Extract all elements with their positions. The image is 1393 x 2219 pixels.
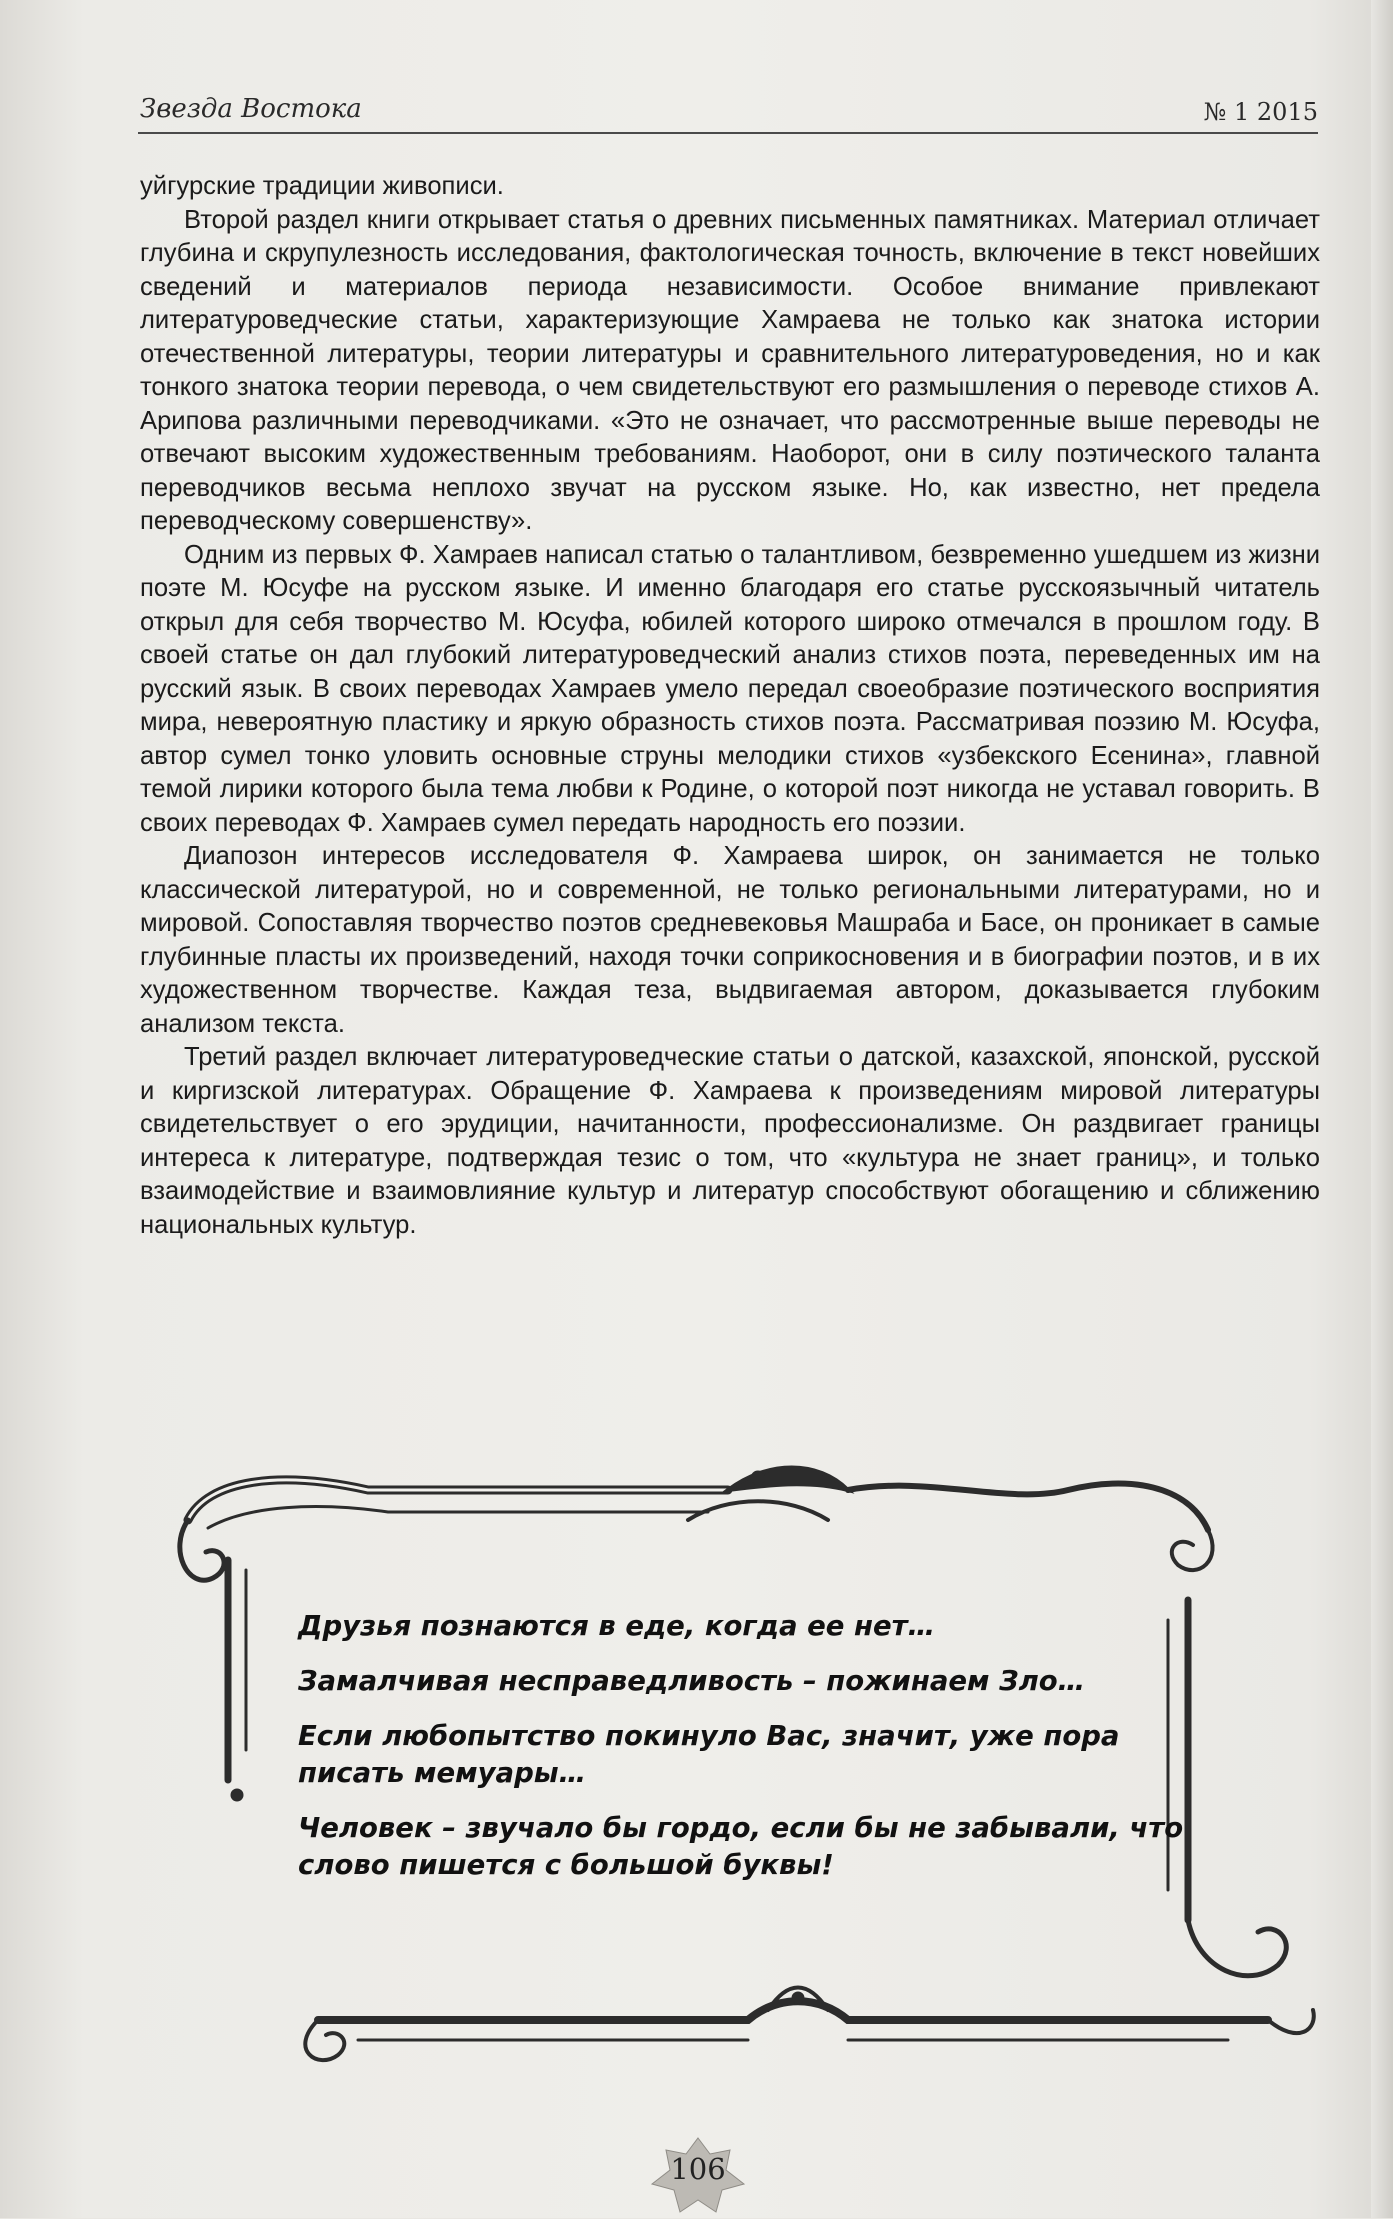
aphorism: Друзья познаются в еде, когда ее нет… [298, 1610, 936, 1642]
paragraph: Второй раздел книги открывает статья о древних письменных памятниках. Материал отличает глубина и скрупулезность исследования, фактологическая точность, включение в текст новейших сведений и материалов периода независимости. Особое внимание привлекают литературоведческие статьи, характеризующие Хамраева не только как знатока истории отечественной литературы, теории литературы и сравнительного литературоведения, но и как тонкого знатока теории перевода, о чем свидетельствуют его размышления о переводе стихов А. Арипова различными переводчиками. «Это не означает, что рассмотренные выше переводы не отвечают высоким художественным требованиям. Наоборот, они в силу поэтического таланта переводчиков весьма неплохо звучат на русском языке. Но, как известно, нет предела переводческому совершенству». [140, 205, 1320, 535]
article-body [140, 170, 1320, 1242]
paragraph: Одним из первых Ф. Хамраев написал статью о талантливом, безвременно ушедшем из жизни поэте М. Юсуфе на русском языке. И именно благодаря его статье русскоязычный читатель открыл для себя творчество М. Юсуфа, юбилей которого широко отмечался в прошлом году. В своей статье он дал глубокий литературоведческий анализ стихов поэта, переведенных им на русский язык. В своих переводах Хамраев умело передал своеобразие поэтического восприятия мира, невероятную пластику и яркую образность стихов поэта. Рассматривая поэзию М. Юсуфа, автор сумел тонко уловить основные струны мелодики стихов «узбекского Есенина», главной темой лирики которого была тема любви к Родине, о которой поэт никогда не уставал говорить. В своих переводах Ф. Хамраев сумел передать народность его поэзии. [140, 540, 1320, 837]
page-number-badge [650, 2136, 746, 2214]
page-number: 106 [670, 2152, 726, 2186]
aphorism: Человек – звучало бы гордо, если бы не забывали, что слово пишется с большой буквы! [298, 1812, 1184, 1881]
journal-title: Звезда Востока [140, 94, 362, 124]
aphorism: Если любопытство покинуло Вас, значит, уже пора писать мемуары… [298, 1720, 1120, 1789]
running-header [138, 94, 1318, 134]
paragraph: Третий раздел включает литературоведческие статьи о датской, казахской, японской, русской и киргизской литературах. Обращение Ф. Хамраева к произведениям мировой литературы свидетельствует о его эрудиции, начитанности, профессионализме. Он раздвигает границы интереса к литературе, подтверждая тезис о том, что «культура не знает границ», и только взаимодействие и взаимовлияние культур и литератур способствуют обогащению и сближению национальных культур. [140, 1043, 1320, 1239]
issue-number: № 1 2015 [1203, 98, 1318, 126]
binding-edge [1371, 0, 1393, 2218]
aphorism: Замалчивая несправедливость – пожинаем Зло… [298, 1665, 1086, 1697]
paragraph: Диапозон интересов исследователя Ф. Хамраева широк, он занимается не только классической литературой, но и современной, не только региональными литературами, но и мировой. Сопоставляя творчество поэтов средневековья Машраба и Басе, он проникает в самые глубинные пласты их произведений, находя точки соприкосновения и в биографии поэтов, и в их художественном творчестве. Каждая теза, выдвигаемая автором, доказывается глубоким анализом текста. [140, 842, 1320, 1038]
paragraph: уйгурские традиции живописи. [140, 172, 504, 200]
aphorisms-block [298, 1608, 1198, 1902]
